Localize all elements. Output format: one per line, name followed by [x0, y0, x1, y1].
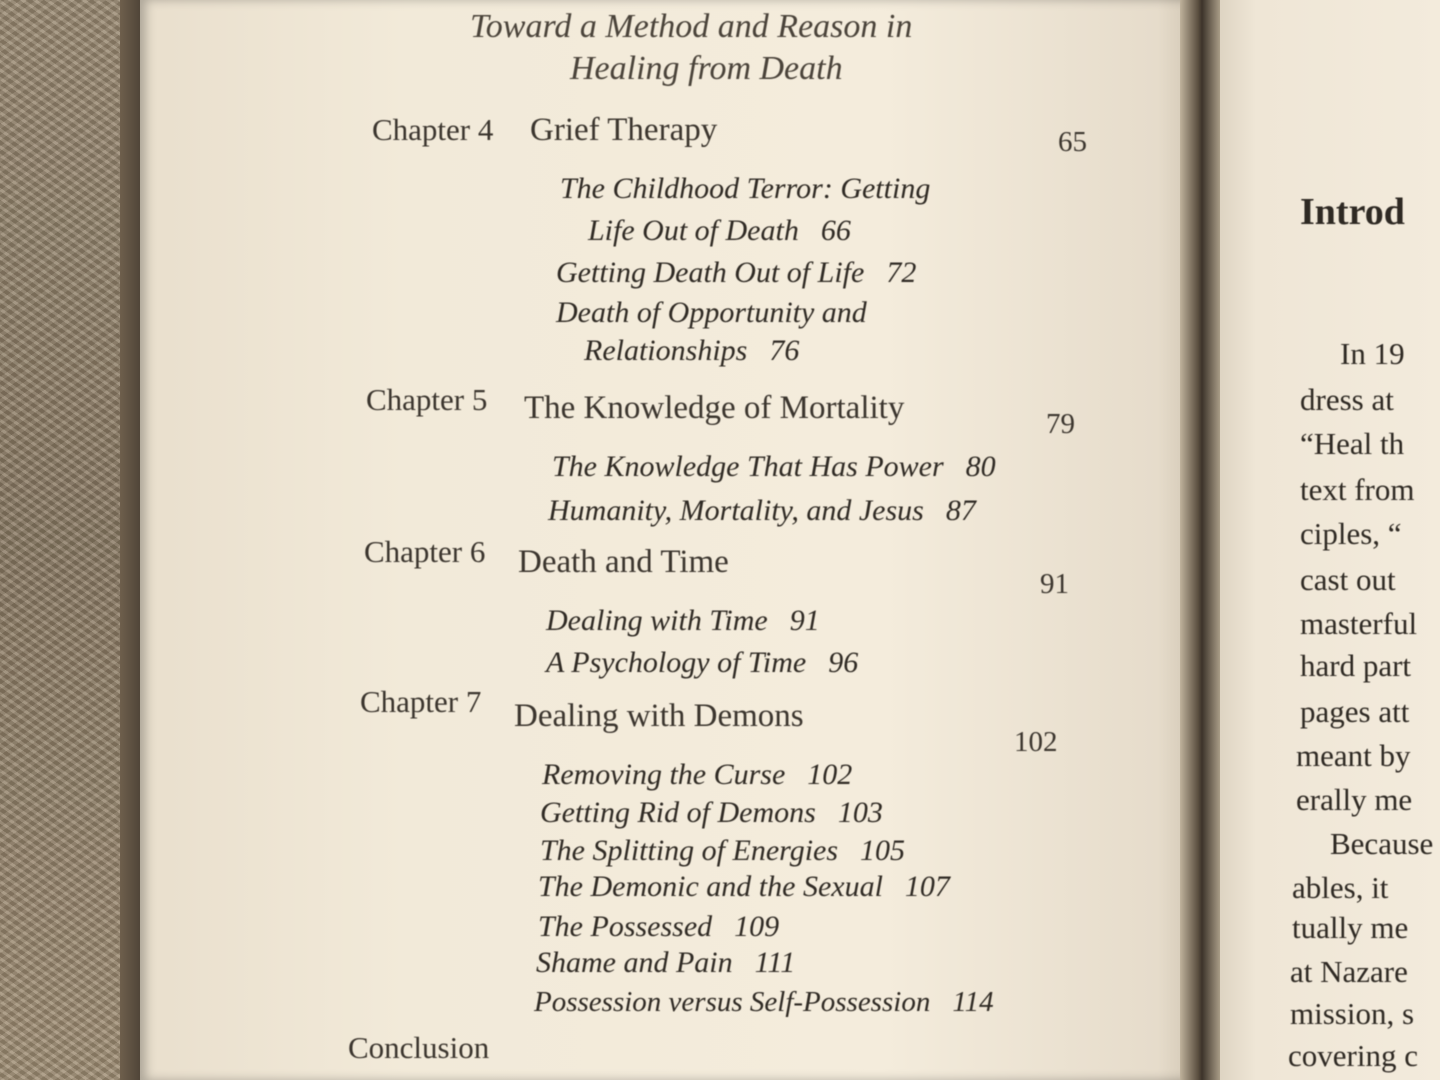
- chapter-6-number: Chapter 6: [364, 534, 486, 569]
- section-page: 80: [965, 450, 996, 483]
- section-dealing-with-time: Dealing with Time 91: [546, 604, 820, 637]
- section-page: 114: [952, 986, 994, 1018]
- right-line: cast out: [1300, 562, 1396, 597]
- right-line: “Heal th: [1300, 426, 1405, 461]
- chapter-6-title: Death and Time: [518, 544, 729, 580]
- part-title-line-1: Toward a Method and Reason in: [470, 8, 913, 45]
- chapter-5-title: The Knowledge of Mortality: [524, 390, 905, 426]
- section-the-possessed: The Possessed 109: [538, 910, 780, 943]
- section-death-of-opportunity-line-2: Relationships 76: [584, 334, 800, 367]
- section-page: 96: [828, 646, 859, 679]
- chapter-7-page: 102: [1014, 726, 1058, 758]
- section-page: 105: [860, 834, 906, 867]
- right-line: text from: [1300, 472, 1415, 507]
- section-page: 102: [807, 758, 853, 791]
- section-humanity-mortality: Humanity, Mortality, and Jesus 87: [548, 494, 976, 527]
- right-line: meant by: [1296, 738, 1411, 773]
- section-death-of-opportunity-line-1: Death of Opportunity and: [556, 296, 867, 329]
- chapter-4-page: 65: [1058, 126, 1087, 158]
- section-page: 66: [820, 214, 851, 247]
- section-page: 107: [904, 870, 950, 903]
- section-page: 87: [945, 494, 976, 527]
- section-page: 109: [734, 910, 780, 943]
- section-shame-and-pain: Shame and Pain 111: [536, 946, 796, 979]
- chapter-4-title: Grief Therapy: [530, 112, 718, 148]
- chapter-5-page: 79: [1046, 408, 1075, 440]
- section-page: 91: [789, 604, 820, 637]
- section-removing-curse: Removing the Curse 102: [542, 758, 853, 791]
- section-psychology-of-time: A Psychology of Time 96: [546, 646, 859, 679]
- chapter-7-number: Chapter 7: [360, 684, 482, 719]
- right-line: In 19: [1340, 336, 1405, 371]
- chapter-5-number: Chapter 5: [366, 382, 488, 417]
- right-line: tually me: [1292, 910, 1409, 945]
- section-childhood-terror-line-1: The Childhood Terror: Getting: [560, 172, 931, 205]
- right-line: ciples, “: [1300, 516, 1402, 551]
- right-line: pages att: [1300, 694, 1410, 729]
- right-line: covering c: [1288, 1038, 1418, 1073]
- conclusion-heading: Conclusion: [348, 1030, 490, 1065]
- chapter-6-page: 91: [1040, 568, 1069, 600]
- right-line: mission, s: [1290, 996, 1415, 1031]
- section-page: 103: [837, 796, 883, 829]
- section-getting-death: Getting Death Out of Life 72: [556, 256, 917, 289]
- section-possession-versus-self-possession: Possession versus Self-Possession 114: [534, 986, 994, 1018]
- part-title-line-2: Healing from Death: [570, 50, 843, 87]
- section-knowledge-power: The Knowledge That Has Power 80: [552, 450, 996, 483]
- right-line: masterful: [1300, 606, 1418, 641]
- section-demonic-and-sexual: The Demonic and the Sexual 107: [538, 870, 950, 903]
- section-page: 72: [886, 256, 917, 289]
- section-splitting-of-energies: The Splitting of Energies 105: [540, 834, 906, 867]
- right-line: ables, it: [1292, 870, 1389, 905]
- section-page: 76: [769, 334, 800, 367]
- right-line: dress at: [1300, 382, 1394, 417]
- right-line: Because: [1330, 826, 1434, 861]
- introduction-heading: Introd: [1300, 191, 1405, 233]
- chapter-7-title: Dealing with Demons: [514, 698, 804, 734]
- right-line: at Nazare: [1290, 954, 1408, 989]
- chapter-4-number: Chapter 4: [372, 112, 494, 147]
- section-page: 111: [754, 946, 796, 979]
- right-line: hard part: [1300, 648, 1412, 683]
- section-childhood-terror-line-2: Life Out of Death 66: [588, 214, 851, 247]
- section-getting-rid-of-demons: Getting Rid of Demons 103: [540, 796, 883, 829]
- right-line: erally me: [1296, 782, 1413, 817]
